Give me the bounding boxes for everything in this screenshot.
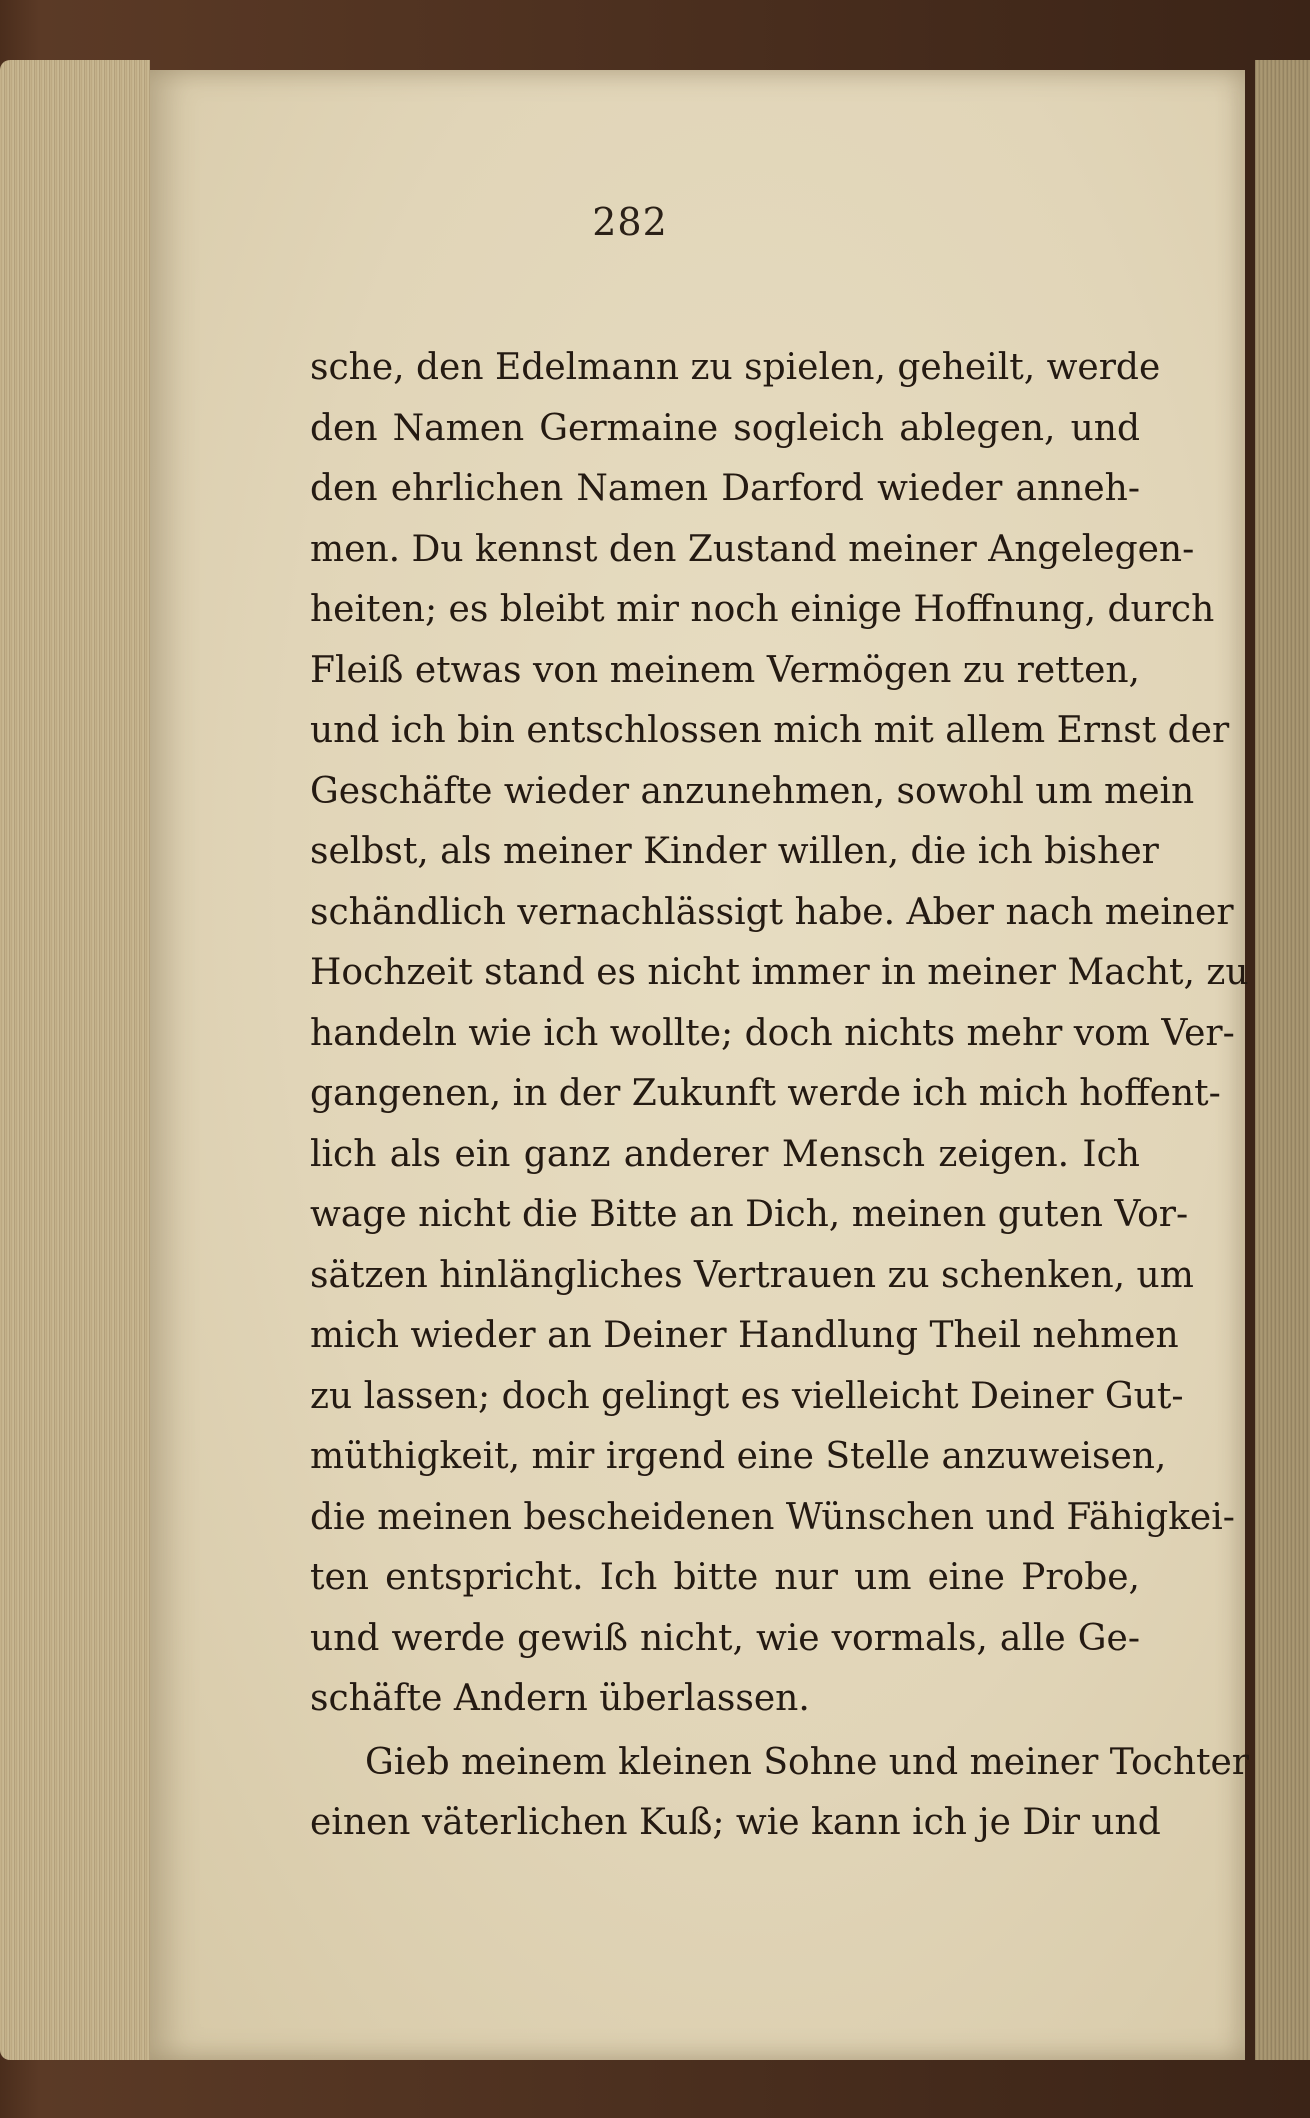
text-line: schäfte Andern überlassen. <box>310 1678 810 1719</box>
text-line: Hochzeit stand es nicht immer in meiner Macht, zu <box>310 952 1249 993</box>
text-line: lich als ein ganz anderer Mensch zeigen. Ich <box>310 1133 1140 1175</box>
text-line: den ehrlichen Namen Darford wieder anneh- <box>310 468 1140 509</box>
text-line: Fleiß etwas von meinem Vermögen zu retten, <box>310 649 1140 691</box>
text-line: und werde gewiß nicht, wie vormals, alle Ge- <box>310 1617 1140 1659</box>
text-line: sätzen hinlängliches Vertrauen zu schenken, um <box>310 1254 1194 1296</box>
page-edges-left <box>0 60 150 2060</box>
text-line: den Namen Germaine sogleich ablegen, und <box>310 407 1140 449</box>
text-line: schändlich vernachlässigt habe. Aber nach meiner <box>310 891 1234 933</box>
text-line: selbst, als meiner Kinder willen, die ich bisher <box>310 831 1159 872</box>
text-line: Gieb meinem kleinen Sohne und meiner Tochter <box>365 1741 1249 1783</box>
text-line: wage nicht die Bitte an Dich, meinen guten Vor- <box>310 1194 1189 1235</box>
text-line: sche, den Edelmann zu spielen, geheilt, werde <box>310 347 1161 388</box>
page-text <box>310 338 1249 1854</box>
text-line: die meinen bescheidenen Wünschen und Fähigkei- <box>310 1496 1235 1538</box>
text-line: ten entspricht. Ich bitte nur um eine Probe, <box>310 1557 1140 1598</box>
text-line: mich wieder an Deiner Handlung Theil nehmen <box>310 1315 1179 1356</box>
text-line: gangenen, in der Zukunft werde ich mich hoffent- <box>310 1073 1221 1114</box>
text-line: und ich bin entschlossen mich mit allem Ernst der <box>310 710 1230 751</box>
text-line: müthigkeit, mir irgend eine Stelle anzuweisen, <box>310 1436 1167 1477</box>
page-number: 282 <box>592 200 668 244</box>
page-edges-right <box>1255 60 1310 2060</box>
text-line: zu lassen; doch gelingt es vielleicht Deiner Gut- <box>310 1375 1184 1417</box>
text-line: men. Du kennst den Zustand meiner Angelegen- <box>310 528 1195 570</box>
text-line: Geschäfte wieder anzunehmen, sowohl um mein <box>310 770 1195 812</box>
text-line: handeln wie ich wollte; doch nichts mehr vom Ver- <box>310 1012 1235 1054</box>
text-line: einen väterlichen Kuß; wie kann ich je Dir und <box>310 1802 1161 1843</box>
text-line: heiten; es bleibt mir noch einige Hoffnung, durch <box>310 589 1215 630</box>
